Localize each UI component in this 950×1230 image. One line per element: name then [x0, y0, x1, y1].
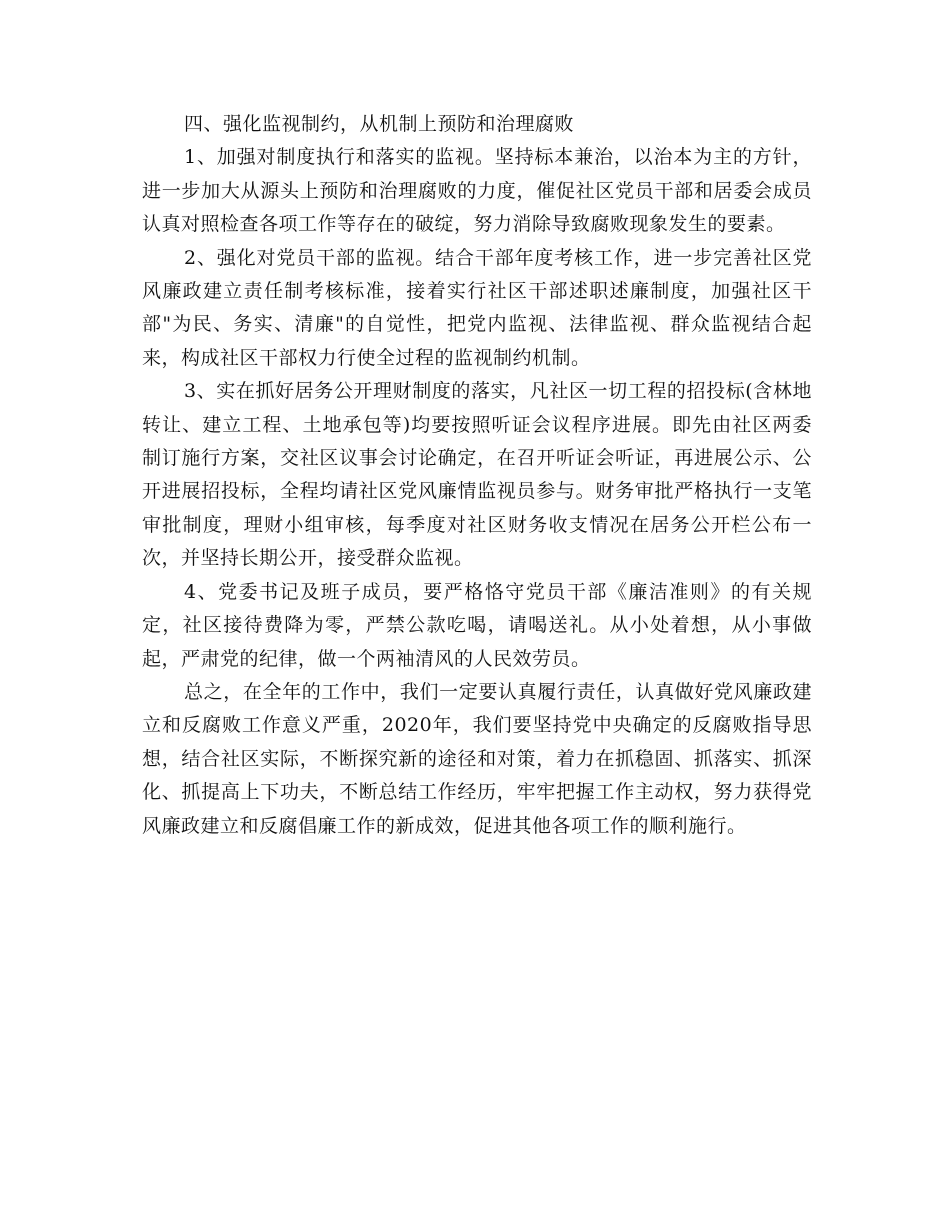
paragraph-summary: 总之，在全年的工作中，我们一定要认真履行责任，认真做好党风廉政建立和反腐败工作意义严重，2020年，我们要坚持党中央确定的反腐败指导思想，结合社区实际，不断探究新的途径和对策，着力在抓稳固、抓落实、抓深化、抓提高上下功夫，不断总结工作经历，牢牢把握工作主动权，努力获得党风廉政建立和反腐倡廉工作的新成效，促进其他各项工作的顺利施行。 — [142, 680, 812, 837]
section-heading: 四、强化监视制约，从机制上预防和治理腐败 — [184, 113, 575, 135]
paragraph-4: 4、党委书记及班子成员，要严格恪守党员干部《廉洁准则》的有关规定，社区接待费降为零，严禁公款吃喝，请喝送礼。从小处着想，从小事做起，严肃党的纪律，做一个两袖清风的人民效劳员。 — [142, 580, 812, 670]
paragraph-1: 1、加强对制度执行和落实的监视。坚持标本兼治，以治本为主的方针，进一步加大从源头上预防和治理腐败的力度，催促社区党员干部和居委会成员认真对照检查各项工作等存在的破绽，努力消除导致腐败现象发生的要素。 — [142, 146, 812, 236]
paragraph-3: 3、实在抓好居务公开理财制度的落实，凡社区一切工程的招投标(含林地转让、建立工程、土地承包等)均要按照听证会议程序进展。即先由社区两委制订施行方案，交社区议事会讨论确定，在召开听证会听证，再进展公示、公开进展招投标，全程均请社区党风廉情监视员参与。财务审批严格执行一支笔审批制度，理财小组审核，每季度对社区财务收支情况在居务公开栏公布一次，并坚持长期公开，接受群众监视。 — [142, 380, 812, 570]
document-page — [142, 108, 812, 843]
paragraph-2: 2、强化对党员干部的监视。结合干部年度考核工作，进一步完善社区党风廉政建立责任制考核标准，接着实行社区干部述职述廉制度，加强社区干部"为民、务实、清廉"的自觉性，把党内监视、法律监视、群众监视结合起来，构成社区干部权力行使全过程的监视制约机制。 — [142, 246, 812, 369]
